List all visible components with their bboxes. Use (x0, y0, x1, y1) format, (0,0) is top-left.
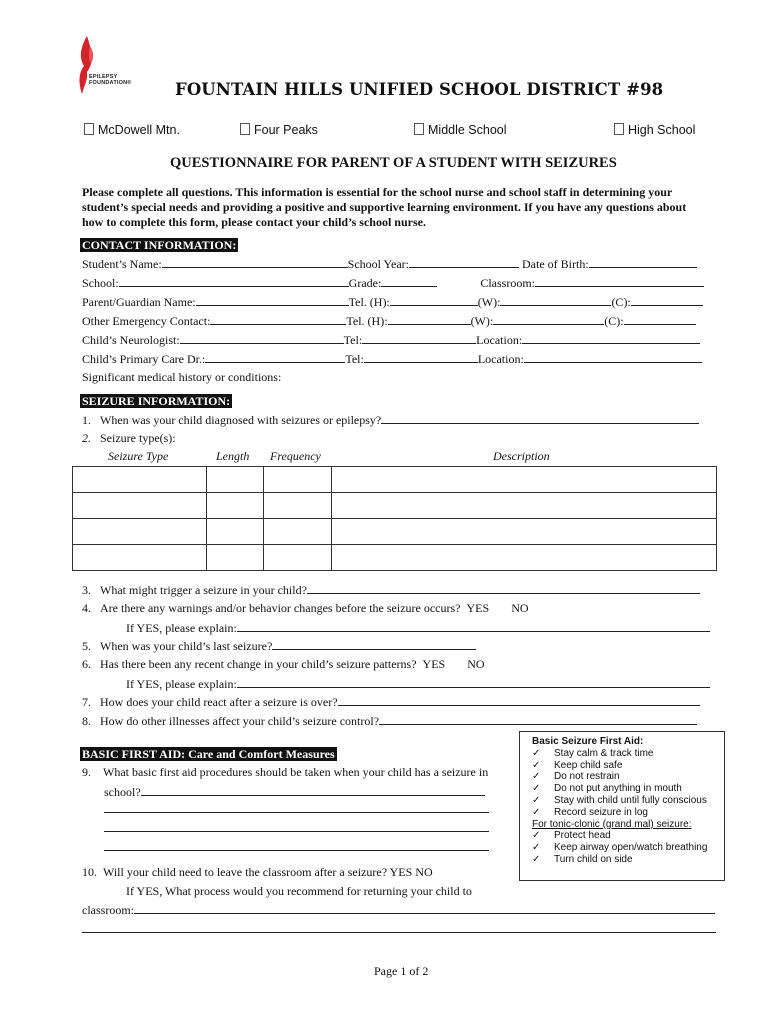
school-option-four-peaks[interactable]: Four Peaks (240, 123, 318, 137)
location-primary-field[interactable] (524, 351, 702, 363)
c2-field[interactable] (624, 313, 696, 325)
q6-no[interactable]: NO (467, 657, 485, 671)
q9-label: What basic first aid procedures should be taken when your child has a seizure in (103, 765, 489, 779)
q4-yes[interactable]: YES (466, 601, 490, 615)
list-item: ✓ Stay with child until fully conscious (532, 794, 707, 806)
epilepsy-foundation-logo (76, 36, 156, 96)
q4-explain-field[interactable] (237, 620, 710, 632)
classroom-field[interactable] (535, 275, 704, 287)
checkbox-icon[interactable] (614, 123, 624, 135)
label-neurologist: Child’s Neurologist: (82, 333, 180, 347)
school-year-field[interactable] (409, 256, 519, 268)
q6-yes[interactable]: YES (422, 657, 446, 671)
q9-field-2[interactable] (104, 812, 489, 813)
page-number: Page 1 of 2 (374, 964, 429, 978)
w-field[interactable] (500, 294, 611, 306)
school-field[interactable] (119, 275, 349, 287)
checkbox-icon[interactable] (414, 123, 424, 135)
q6-explain-label: If YES, please explain: (126, 677, 237, 691)
table-row (73, 467, 717, 493)
q4-label: Are there any warnings and/or behavior changes before the seizure occurs? (100, 601, 461, 615)
q8-label: How do other illnesses affect your child’s seizure control? (100, 714, 380, 728)
q10-field-1[interactable] (134, 902, 715, 914)
q6-explain-field[interactable] (237, 676, 710, 688)
table-row (73, 545, 717, 571)
q10-label-3: classroom: (82, 903, 134, 917)
label-tel-h: Tel. (H): (348, 295, 390, 309)
first-aid-section-heading: BASIC FIRST AID: Care and Comfort Measures (82, 747, 335, 761)
q10-label: Will your child need to leave the classroom after a seizure? YES NO (103, 865, 433, 879)
first-aid-box-title: Basic Seizure First Aid: (532, 736, 644, 747)
checkmark-icon: ✓ (532, 806, 541, 818)
list-item: ✓ Protect head (532, 830, 611, 842)
district-title: FOUNTAIN HILLS UNIFIED SCHOOL DISTRICT #98 (175, 80, 664, 99)
col-frequency: Frequency (270, 449, 321, 463)
q1-field[interactable] (381, 412, 699, 424)
logo-name-line1: EPILEPSY (89, 74, 118, 80)
q10-label-2: If YES, What process would you recommend for returning your child to (126, 884, 472, 898)
label-tel-neuro: Tel: (343, 333, 363, 347)
col-seizure-type: Seizure Type (108, 449, 169, 463)
q6-label: Has there been any recent change in your child’s seizure patterns? (100, 657, 417, 671)
w2-field[interactable] (493, 313, 604, 325)
school-option-high[interactable]: High School (614, 123, 695, 137)
first-aid-subheading: For tonic-clonic (grand mal) seizure: (532, 818, 692, 830)
label-history: Significant medical history or conditions: (82, 370, 282, 384)
checkmark-icon: ✓ (532, 853, 541, 865)
label-dob: Date of Birth: (522, 257, 589, 271)
checkbox-icon[interactable] (84, 123, 94, 135)
q5-label: When was your child’s last seizure? (100, 639, 273, 653)
checkbox-icon[interactable] (240, 123, 250, 135)
seizure-section-heading: SEIZURE INFORMATION: (82, 394, 231, 408)
q5-field[interactable] (272, 638, 476, 650)
q3-field[interactable] (307, 582, 700, 594)
q7-label: How does your child react after a seizure is over? (100, 695, 338, 709)
tel-h2-field[interactable] (388, 313, 471, 325)
checkmark-icon: ✓ (532, 794, 541, 806)
label-tel-h2: Tel. (H): (346, 314, 388, 328)
label-c: (C): (611, 295, 631, 309)
tel-h-field[interactable] (390, 294, 478, 306)
label-w: (W): (477, 295, 501, 309)
col-length: Length (216, 449, 250, 463)
c-field[interactable] (631, 294, 703, 306)
q2-label: Seizure type(s): (100, 431, 176, 445)
form-title: QUESTIONNAIRE FOR PARENT OF A STUDENT WITH SEIZURES (170, 155, 617, 171)
checkmark-icon: ✓ (532, 783, 541, 795)
contact-section-heading: CONTACT INFORMATION: (82, 238, 237, 252)
tel-primary-field[interactable] (364, 351, 478, 363)
parent-field[interactable] (196, 294, 349, 306)
q8-field[interactable] (379, 713, 697, 725)
q1-label: When was your child diagnosed with seizures or epilepsy? (100, 413, 382, 427)
table-row (73, 493, 717, 519)
grade-field[interactable] (381, 275, 437, 287)
list-item: ✓ Turn child on side (532, 853, 633, 865)
tel-neuro-field[interactable] (362, 332, 476, 344)
list-item: ✓ Stay calm & track time (532, 747, 654, 759)
dob-field[interactable] (589, 256, 697, 268)
label-w2: (W): (470, 314, 494, 328)
list-item: ✓ Do not put anything in mouth (532, 783, 682, 795)
location-neuro-field[interactable] (522, 332, 700, 344)
emergency-field[interactable] (210, 313, 346, 325)
checkmark-icon: ✓ (532, 759, 541, 771)
label-tel-primary: Tel: (345, 352, 364, 366)
seizure-type-table (72, 466, 717, 571)
label-location-neuro: Location: (476, 333, 523, 347)
label-location-primary: Location: (477, 352, 524, 366)
q9-field-1[interactable] (141, 784, 485, 796)
primary-field[interactable] (205, 351, 345, 363)
checkmark-icon: ✓ (532, 830, 541, 842)
label-emergency: Other Emergency Contact: (82, 314, 211, 328)
first-aid-box (519, 731, 725, 881)
student-name-field[interactable] (162, 256, 348, 268)
label-classroom: Classroom: (480, 276, 535, 290)
q9-field-3[interactable] (104, 831, 489, 832)
neurologist-field[interactable] (180, 332, 344, 344)
q9-field-4[interactable] (104, 850, 489, 851)
label-parent: Parent/Guardian Name: (82, 295, 196, 309)
q4-no[interactable]: NO (511, 601, 529, 615)
list-item: ✓ Keep child safe (532, 759, 623, 771)
school-option-middle[interactable]: Middle School (414, 123, 507, 137)
col-description: Description (493, 449, 550, 463)
label-school-year: School Year: (347, 257, 410, 271)
logo-name-line2: FOUNDATION® (89, 80, 132, 86)
label-grade: Grade: (348, 276, 382, 290)
list-item: ✓ Keep airway open/watch breathing (532, 842, 708, 854)
q7-field[interactable] (338, 694, 700, 706)
label-school: School: (82, 276, 119, 290)
checkmark-icon: ✓ (532, 771, 541, 783)
school-option-mcdowell[interactable]: McDowell Mtn. (84, 123, 180, 137)
q3-label: What might trigger a seizure in your child? (100, 583, 307, 597)
list-item: ✓ Record seizure in log (532, 806, 648, 818)
intro-text: Please complete all questions. This information is essential for the school nurse and school staff in determining your student’s special needs and providing a positive and supportive learning environment. If you have any questions about how to complete this form, please contact your child’s school nurse. (82, 185, 687, 229)
checkmark-icon: ✓ (532, 747, 541, 759)
q4-explain-label: If YES, please explain: (126, 621, 237, 635)
q10-field-2[interactable] (82, 932, 716, 933)
checkmark-icon: ✓ (532, 842, 541, 854)
label-student-name: Student’s Name: (82, 257, 162, 271)
label-primary: Child’s Primary Care Dr.: (82, 352, 206, 366)
label-c2: (C): (604, 314, 624, 328)
list-item: ✓ Do not restrain (532, 771, 620, 783)
flame-icon (76, 36, 98, 96)
q9-label-2: school? (104, 785, 141, 799)
table-row (73, 519, 717, 545)
